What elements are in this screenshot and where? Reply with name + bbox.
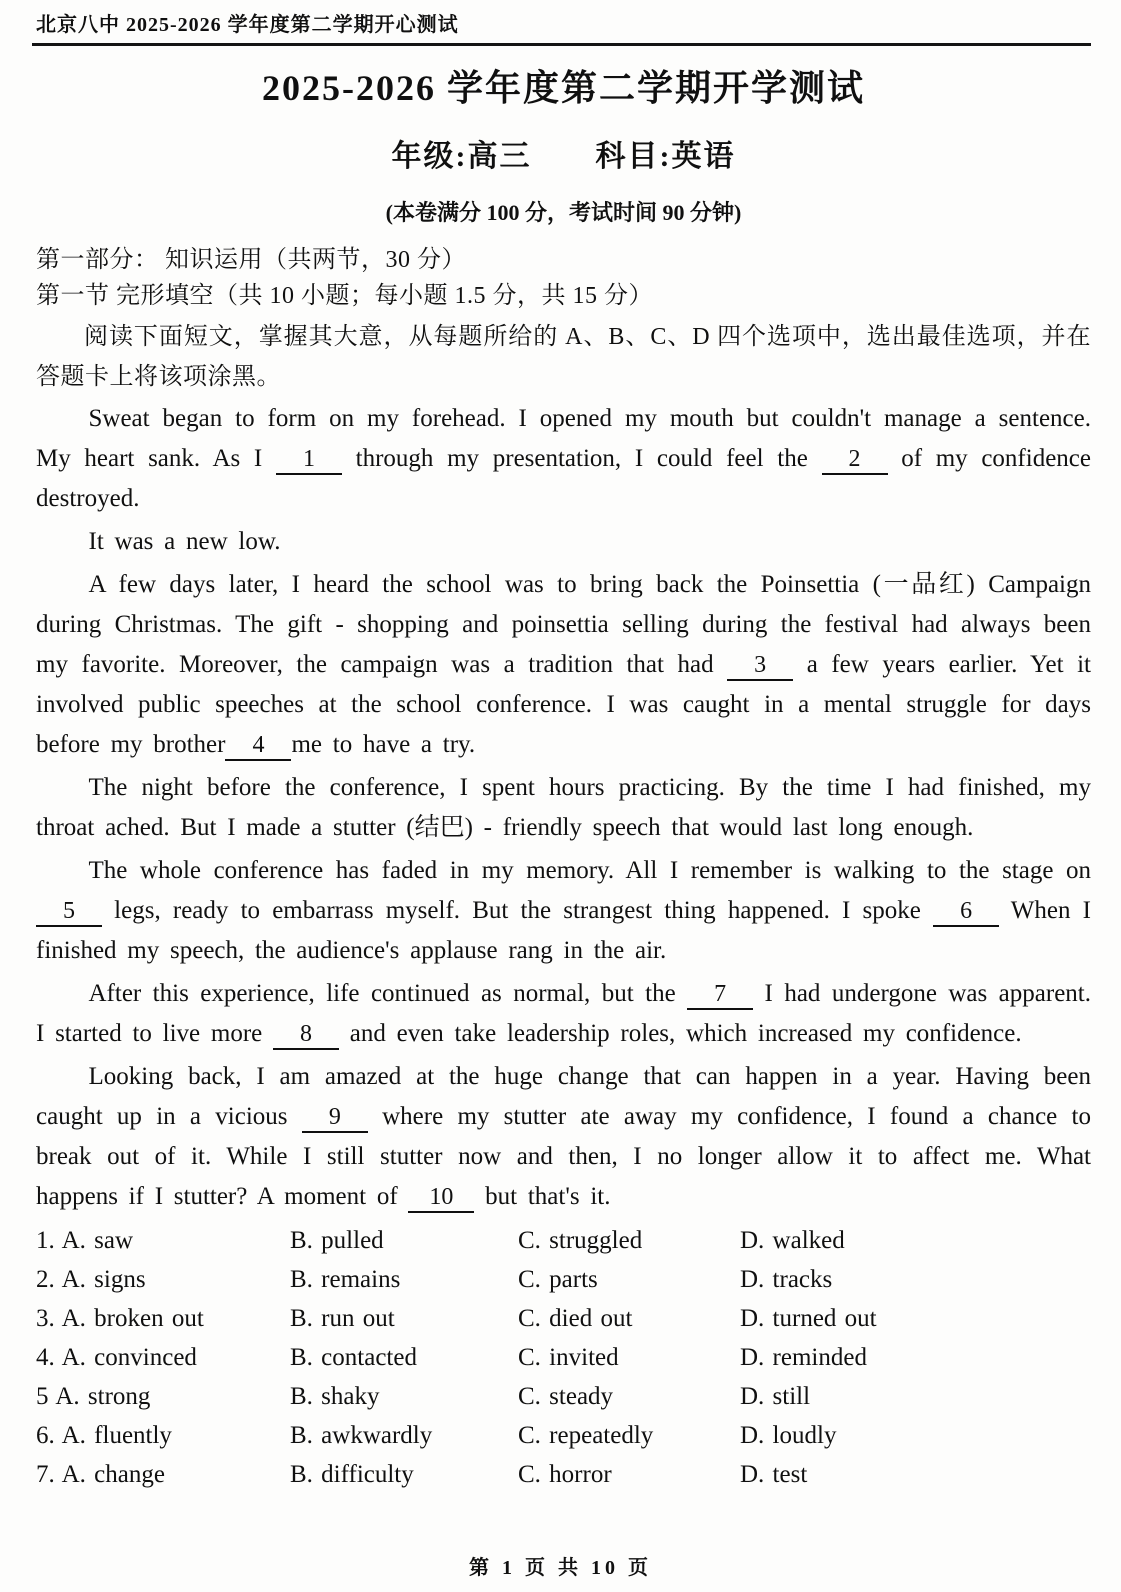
- option-b: B. pulled: [290, 1227, 384, 1254]
- passage-text: of my confidence destroyed.: [36, 445, 1091, 512]
- option-c: C. parts: [518, 1266, 598, 1293]
- option-b: B. difficulty: [290, 1461, 414, 1488]
- passage-text: It was a new low.: [88, 528, 281, 555]
- cloze-instructions: 阅读下面短文，掌握其大意，从每题所给的 A、B、C、D 四个选项中，选出最佳选项，并在答题卡上将该项涂黑。: [36, 324, 1091, 390]
- option-row-6: [36, 1416, 1091, 1455]
- passage-text: where my stutter ate away my confidence, I found a chance to break out of it. While I still stutter now and then, I no longer allow it to affect me. What happens if I stutter? A moment of: [36, 1103, 1091, 1210]
- passage-text: through my presentation, I could feel the: [341, 445, 822, 472]
- passage-text: Sweat began to form on my forehead. I opened my mouth but couldn't manage a sentence. My heart sank. As I: [36, 405, 1091, 472]
- section-one-heading: 第一节 完形填空（共 10 小题；每小题 1.5 分，共 15 分）: [36, 283, 653, 309]
- option-b: B. remains: [290, 1266, 401, 1293]
- passage-paragraph: [36, 565, 1091, 765]
- passage-text: I had undergone was apparent. I started to live more: [36, 980, 1091, 1047]
- passage-text: The whole conference has faded in my memory. All I remember is walking to the stage on: [88, 857, 1091, 884]
- option-row-4: [36, 1338, 1091, 1377]
- exam-title: 2025-2026 学年度第二学期开学测试: [262, 68, 865, 108]
- option-a: 3. A. broken out: [36, 1305, 204, 1332]
- option-c: C. died out: [518, 1305, 633, 1332]
- option-a: 4. A. convinced: [36, 1344, 197, 1371]
- option-d: D. loudly: [740, 1422, 837, 1449]
- passage-text: The night before the conference, I spent hours practicing. By the time I had finished, my throat ached. But I made a stutter (结巴) - friendly speech that would last long enough.: [36, 774, 1091, 841]
- cloze-blank-5: 5: [36, 897, 102, 927]
- option-row-5: [36, 1377, 1091, 1416]
- option-d: D. reminded: [740, 1344, 867, 1371]
- option-a: 1. A. saw: [36, 1227, 134, 1254]
- option-c: C. repeatedly: [518, 1422, 654, 1449]
- passage-paragraph: [36, 399, 1091, 519]
- cloze-blank-3: 3: [727, 651, 793, 681]
- option-b: B. contacted: [290, 1344, 417, 1371]
- passage-text: legs, ready to embarrass myself. But the strangest thing happened. I spoke: [102, 897, 934, 924]
- option-c: C. invited: [518, 1344, 619, 1371]
- option-d: D. turned out: [740, 1305, 877, 1332]
- part-one-heading: 第一部分： 知识运用（共两节，30 分）: [36, 247, 466, 273]
- option-b: B. awkwardly: [290, 1422, 433, 1449]
- option-a: 2. A. signs: [36, 1266, 146, 1293]
- option-row-7: [36, 1455, 1091, 1494]
- passage-text: and even take leadership roles, which increased my confidence.: [339, 1020, 1022, 1047]
- option-d: D. tracks: [740, 1266, 833, 1293]
- option-row-2: [36, 1260, 1091, 1299]
- passage-text: but that's it.: [474, 1183, 611, 1210]
- passage-text: A few days later, I heard the school was to bring back the Poinsettia (一品红) Campaign during Christmas. The gift - shopping and poinsettia selling during the festival had always been my favorite. Moreover, the campaign was a tradition that had: [36, 571, 1091, 678]
- cloze-blank-9: 9: [302, 1103, 368, 1133]
- cloze-blank-7: 7: [687, 980, 753, 1010]
- passage-paragraph: [36, 768, 1091, 848]
- cloze-blank-4: 4: [225, 731, 291, 761]
- option-c: C. struggled: [518, 1227, 643, 1254]
- option-c: C. steady: [518, 1383, 614, 1410]
- option-b: B. run out: [290, 1305, 395, 1332]
- passage-paragraph: [36, 522, 1091, 562]
- cloze-blank-10: 10: [408, 1183, 474, 1213]
- page-header: 北京八中 2025-2026 学年度第二学期开心测试: [36, 14, 459, 36]
- passage-text: a few years earlier. Yet it involved public speeches at the school conference. I was caught in a mental struggle for days before my brother: [36, 651, 1092, 758]
- options-list: [36, 1221, 1091, 1494]
- cloze-passage: [36, 399, 1091, 1217]
- cloze-blank-2: 2: [822, 445, 888, 475]
- passage-text: After this experience, life continued as normal, but the: [88, 980, 688, 1007]
- option-row-3: [36, 1299, 1091, 1338]
- option-a: 5 A. strong: [36, 1383, 151, 1410]
- passage-paragraph: [36, 851, 1091, 971]
- grade-subject-line: 年级:高三 科目:英语: [391, 140, 736, 173]
- passage-paragraph: [36, 1057, 1091, 1217]
- cloze-blank-8: 8: [273, 1020, 339, 1050]
- option-d: D. walked: [740, 1227, 845, 1254]
- option-d: D. test: [740, 1461, 808, 1488]
- option-d: D. still: [740, 1383, 811, 1410]
- option-row-1: [36, 1221, 1091, 1260]
- cloze-blank-1: 1: [276, 445, 342, 475]
- option-b: B. shaky: [290, 1383, 380, 1410]
- passage-text: me to have a try.: [291, 731, 476, 758]
- option-a: 6. A. fluently: [36, 1422, 172, 1449]
- passage-text: When I finished my speech, the audience's applause rang in the air.: [36, 897, 1091, 964]
- option-a: 7. A. change: [36, 1461, 165, 1488]
- passage-paragraph: [36, 974, 1091, 1054]
- page-number-footer: 第 1 页 共 10 页: [469, 1557, 652, 1579]
- option-c: C. horror: [518, 1461, 612, 1488]
- cloze-blank-6: 6: [933, 897, 999, 927]
- passage-text: Looking back, I am amazed at the huge change that can happen in a year. Having been caught up in a vicious: [36, 1063, 1091, 1130]
- header-divider: [32, 43, 1091, 46]
- exam-info-line: (本卷满分 100 分，考试时间 90 分钟): [385, 200, 742, 225]
